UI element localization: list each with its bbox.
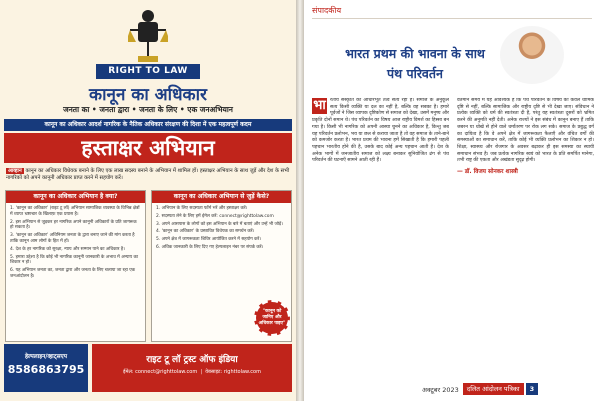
article-column-1: [312, 98, 449, 378]
article-text-2: वर्तमान समय में यह आवश्यक है कि पंथ परिवर्तन के विषय को केवल धार्मिक दृष्टि से नहीं, बल्कि सामाजिक और राष्ट्रीय दृष्टि से भी देखा जाए। संविधान ने प्रत्येक व्यक्ति को धर्म की स्वतंत्रता दी है, परंतु यह स्वतंत्रता दूसरों को भ्रमित करने की अनुमति नहीं देती। अनेक राज्यों ने इस संबंध में कानून बनाए हैं ताकि जबरन या धोखे से होने वाले धर्मांतरण पर रोक लग सके। समाज के प्रबुद्ध वर्ग का दायित्व है कि वे अपने क्षेत्र में जागरूकता फैलाएँ और वंचित वर्गों की समस्याओं का समाधान करें, ताकि कोई भी व्यक्ति प्रलोभन का शिकार न हो। शिक्षा, स्वास्थ्य और रोजगार के अवसर बढ़ाकर ही इस समस्या का स्थायी समाधान संभव है। जब प्रत्येक नागरिक स्वयं को भारत के प्रति समर्पित मानेगा, तभी राष्ट्र की एकता और अखंडता सुदृढ़ होगी।: [457, 98, 594, 164]
right-page: [304, 0, 600, 401]
helpline-box: [4, 344, 88, 392]
author-name: — डॉ. विजय सोनकर शास्त्री: [457, 169, 518, 176]
how-to-join-heading: कानून का अधिकार अभियान से जुड़ें कैसे?: [152, 191, 291, 203]
org-website[interactable]: वेबसाइट: righttolaw.com: [205, 369, 261, 375]
appeal-tag: आव्हान: [8, 168, 22, 174]
author-photo: [500, 26, 564, 84]
list-item: 1. 'कानून का अधिकार' (राइट टू लॉ) अभियान सामाजिक व्यवस्था के विभिन्न क्षेत्रों में व्याप्त भ्रष्टाचार के खिलाफ़ एक प्रयास है।: [10, 206, 140, 217]
list-item: 3. अपने आसपास के लोगों को इस अभियान के बारे में बताएं और उन्हें भी जोड़ें।: [156, 221, 283, 227]
what-is-campaign-heading: कानून का अधिकार अभियान है क्या?: [6, 191, 145, 203]
page-number: 3: [526, 383, 539, 395]
list-item: 6. यह अभियान जनता का, जनता द्वारा और जनता के लिए चलाया जा रहा एक जनआंदोलन है।: [10, 268, 136, 279]
right-to-law-logo: [96, 8, 200, 86]
campaign-title: हस्ताक्षर अभियान: [4, 133, 292, 163]
left-page: [0, 0, 296, 401]
org-contact: ईमेल: connect@righttolaw.com | वेबसाइट: righttolaw.com: [123, 369, 261, 375]
list-item: 5. अपने क्षेत्र में जागरूकता शिविर आयोजित करने में सहयोग करें।: [156, 237, 262, 243]
section-label: संपादकीय: [312, 5, 592, 19]
appeal-text: कानून का अधिकार विधेयक बनाने के लिए एक लाख सदस्य बनाने के अभियान में शामिल हों। हस्ताक्षर अभियान के साथ जुड़ें और देश के सभी नागरिकों को अपने कानूनी अधिकार प्राप्त करने में सहयोग करें।: [6, 168, 290, 181]
footer-magazine: दलित आंदोलन पत्रिका: [463, 383, 524, 395]
list-item: 6. अधिक जानकारी के लिए दिए गए हेल्पलाइन नंबर पर संपर्क करें।: [156, 244, 264, 250]
list-item: 3. 'कानून का अधिकार' अधिनियम जनता के द्वारा बनाए जाने की मांग करता है ताकि कानून आम लोगों के हित में हों।: [10, 233, 135, 244]
dropcap: भा: [313, 98, 326, 113]
scales-of-justice-icon: [128, 8, 168, 64]
article-column-2: [457, 98, 594, 378]
org-footer: [92, 344, 292, 392]
list-item: 4. 'कानून का अधिकार' के प्रस्तावित विधेयक का समर्थन करें।: [156, 229, 255, 235]
logo-text: RIGHT TO LAW: [96, 64, 200, 79]
page-footer: [422, 383, 600, 395]
page-title: कानून का अधिकार: [89, 85, 207, 105]
list-item: 5. हमारा उद्देश्य है कि कोई भी नागरिक कानूनी जानकारी के अभाव में अन्याय का शिकार न हो।: [10, 254, 138, 266]
list-item: 1. अभियान के लिए सदस्यता फॉर्म भरें और हस्ताक्षर करें।: [156, 206, 248, 211]
mission-banner: कानून का अधिकार आदर्श नागरिक के नैतिक अधिकार संरक्षण की दिशा में एक महत्वपूर्ण कदम: [4, 119, 292, 131]
list-item: 2. सदस्यता लेने के लिए हमें ईमेल करें: connect@righttolaw.com: [156, 213, 274, 219]
list-item: 4. देश के हर नागरिक को सुरक्षा, न्याय और सम्मान पाने का अधिकार है।: [10, 246, 125, 252]
what-is-campaign-box: [5, 190, 146, 342]
how-to-join-list: [156, 206, 287, 251]
helpline-label: हेल्पलाइन/व्हाट्सएप: [24, 354, 68, 360]
slogan: जनता का • जनता द्वारा • जनता के लिए • एक जनअभियान: [63, 105, 233, 114]
helpline-number[interactable]: 8586863795: [7, 363, 85, 376]
article-title: भारत प्रथम की भावना के साथ पंथ परिवर्तन: [345, 46, 485, 81]
org-email[interactable]: ईमेल: connect@righttolaw.com: [123, 369, 198, 375]
article-body: [312, 98, 594, 378]
slogan-stamp: "कानून को जानिए और अधिकार पाइए": [254, 300, 290, 336]
footer-month: अक्टूबर 2023: [422, 385, 459, 394]
page-gutter: [296, 0, 304, 401]
list-item: 2. इस अभियान से जुड़कर हर नागरिक अपने कानूनी अधिकारों के प्रति जागरूक हो सकता है।: [10, 219, 137, 231]
appeal-note: [6, 168, 290, 182]
what-is-campaign-list: [10, 206, 141, 280]
article-text-1: रतीय संस्कृति का आधारभूत तत्व सत्य रहा है। समाज के अनुकूल सत्य किसी व्यक्ति या दल का नहीं है, बल्कि वह सबका है। हमारे पूर्वजों ने जिस व्यापक दृष्टिकोण से समाज को देखा, उसमें मनुष्य और प्रकृति दोनों समान थे। पंथ परिवर्तन का विषय आज राष्ट्रीय विमर्श का हिस्सा बन गया है। किसी भी नागरिक को अपनी आस्था चुनने का अधिकार है, किन्तु जब यह परिवर्तन प्रलोभन, भय या छल से कराया जाता है तो वह समाज के ताने-बाने को कमजोर करता है। भारत प्रथम की भावना हमें सिखाती है कि हमारी पहली पहचान भारतीय होने की है, उसके बाद कोई अन्य पहचान आती है। देश के अनेक भागों में जनजातीय समाज को लक्ष्य बनाकर सुनियोजित ढंग से पंथ परिवर्तन की घटनाएँ सामने आती रही हैं।: [312, 98, 449, 164]
org-name: राइट टू लॉ ट्रस्ट ऑफ इंडिया: [146, 355, 238, 365]
